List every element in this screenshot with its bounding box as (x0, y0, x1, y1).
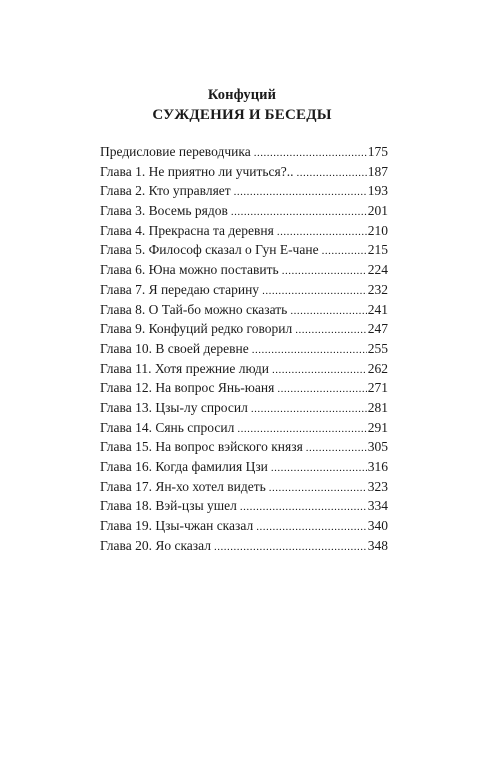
toc-entry-label: Глава 3. Восемь рядов (100, 203, 228, 219)
toc-entry (100, 242, 388, 262)
toc-entry-page-number: 210 (367, 222, 388, 238)
dot-leader (272, 364, 367, 376)
toc-entry-page-number: 255 (367, 340, 388, 356)
toc-entry (100, 361, 388, 381)
toc-entry-label: Глава 19. Цзы-чжан сказал (100, 518, 254, 534)
toc-entry-label: Глава 6. Юна можно поставить (100, 262, 279, 278)
toc-entry (100, 321, 388, 341)
toc-entry-page-number: 271 (367, 380, 388, 396)
toc-entry (100, 380, 388, 400)
toc-entry-label: Глава 5. Философ сказал о Гун Е-чане (100, 242, 319, 258)
toc-entry-label: Глава 12. На вопрос Янь-юаня (100, 380, 275, 396)
toc-entry-label: Глава 9. Конфуций редко говорил (100, 321, 293, 337)
dot-leader (282, 265, 367, 277)
toc-entry (100, 144, 388, 164)
toc-entry-page-number: 291 (367, 419, 388, 435)
toc-entry-label: Глава 20. Яо сказал (100, 537, 211, 553)
toc-entry (100, 439, 388, 459)
toc-entry (100, 538, 388, 558)
toc-entry-page-number: 201 (367, 203, 388, 219)
toc-entry-page-number: 232 (367, 281, 388, 297)
toc-entry (100, 183, 388, 203)
dot-leader (296, 167, 366, 179)
toc-entry-label: Глава 8. О Тай-бо можно сказать (100, 301, 288, 317)
toc-entry (100, 498, 388, 518)
dot-leader (252, 344, 367, 356)
toc-entry-label: Глава 4. Прекрасна та деревня (100, 222, 274, 238)
book-title: СУЖДЕНИЯ И БЕСЕДЫ (152, 107, 332, 123)
toc-entry (100, 459, 388, 479)
dot-leader (277, 383, 366, 395)
dot-leader (262, 285, 367, 297)
toc-entry (100, 203, 388, 223)
toc-entry-page-number: 175 (367, 144, 388, 159)
toc-entry-label: Глава 14. Сянь спросил (100, 419, 235, 435)
toc-entry (100, 302, 388, 322)
table-of-contents (100, 144, 388, 557)
toc-entry-page-number: 187 (367, 163, 388, 179)
toc-entry (100, 518, 388, 538)
toc-entry-label: Глава 10. В своей деревне (100, 340, 249, 356)
toc-entry-page-number: 340 (367, 518, 388, 534)
toc-entry (100, 420, 388, 440)
author-name: Конфуций (207, 87, 277, 103)
dot-leader (231, 206, 367, 218)
toc-entry (100, 479, 388, 499)
dot-leader (277, 226, 367, 238)
toc-entry-label: Глава 16. Когда фамилия Цзи (100, 459, 268, 474)
toc-entry (100, 262, 388, 282)
toc-entry-label: Глава 1. Не приятно ли учиться?.. (100, 163, 294, 179)
dot-leader (214, 541, 367, 553)
toc-entry-page-number: 348 (367, 537, 388, 553)
toc-entry (100, 164, 388, 184)
toc-entry-label: Предисловие переводчика (100, 144, 251, 159)
toc-entry-label: Глава 2. Кто управляет (100, 183, 231, 199)
dot-leader (290, 305, 366, 317)
dot-leader (237, 423, 366, 435)
toc-entry-label: Глава 7. Я передаю старину (100, 281, 260, 297)
toc-entry-label: Глава 11. Хотя прежние люди (100, 360, 269, 376)
toc-entry-page-number: 241 (367, 301, 388, 317)
toc-entry (100, 223, 388, 243)
toc-entry-page-number: 334 (367, 498, 388, 514)
toc-entry-page-number: 281 (367, 399, 388, 415)
dot-leader (234, 186, 367, 198)
toc-entry (100, 400, 388, 420)
dot-leader (271, 462, 367, 474)
toc-entry-page-number: 305 (367, 439, 388, 455)
toc-entry-page-number: 262 (367, 360, 388, 376)
dot-leader (322, 245, 367, 257)
dot-leader (254, 147, 367, 159)
toc-entry-page-number: 215 (367, 242, 388, 258)
toc-entry-label: Глава 17. Ян-хо хотел видеть (100, 478, 266, 494)
toc-entry-page-number: 224 (367, 262, 388, 278)
toc-entry-page-number: 323 (367, 478, 388, 494)
dot-leader (269, 482, 367, 494)
dot-leader (295, 324, 367, 336)
toc-entry (100, 282, 388, 302)
dot-leader (306, 442, 367, 454)
toc-entry-page-number: 316 (367, 459, 388, 474)
toc-entry-label: Глава 18. Вэй-цзы ушел (100, 498, 237, 514)
toc-entry (100, 341, 388, 361)
toc-entry-label: Глава 13. Цзы-лу спросил (100, 399, 248, 415)
toc-entry-page-number: 247 (367, 321, 388, 337)
dot-leader (240, 501, 367, 513)
toc-entry-page-number: 193 (367, 183, 388, 199)
dot-leader (251, 403, 367, 415)
toc-entry-label: Глава 15. На вопрос вэйского князя (100, 439, 303, 455)
dot-leader (256, 521, 367, 533)
